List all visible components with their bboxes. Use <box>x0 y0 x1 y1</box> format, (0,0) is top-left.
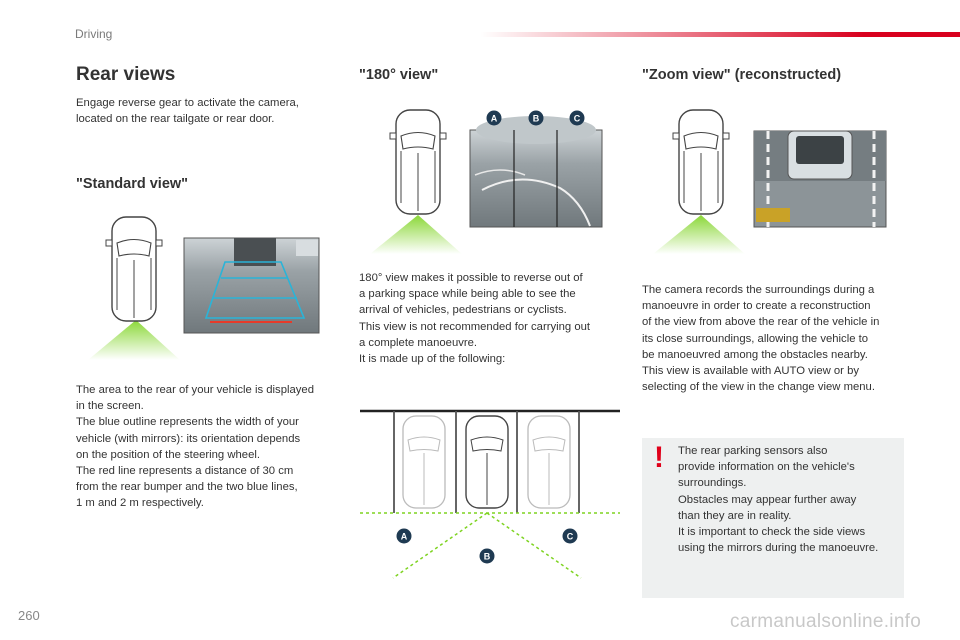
rear-views-intro: Engage reverse gear to activate the camera, located on the rear tailgate or rear door. <box>76 97 299 126</box>
svg-text:A: A <box>400 531 408 542</box>
camera-screen-zoom <box>754 131 886 227</box>
footer-watermark: carmanualsonline.info <box>730 611 922 632</box>
svg-text:A: A <box>490 113 498 124</box>
page-title: Rear views <box>76 64 176 85</box>
svg-text:B: B <box>532 113 540 124</box>
view-180-description: 180° view makes it possible to reverse out of a parking space while being able to see the arrival of vehicles, pedestrians or cyclists. This view is not recommended for carrying out a complete manoeuvre. It is made up of the following: <box>359 272 591 366</box>
page-number: 260 <box>18 608 40 623</box>
section-header: Driving <box>75 27 113 41</box>
zoom-view-heading: "Zoom view" (reconstructed) <box>642 67 842 83</box>
van-top-view-icon <box>673 110 729 214</box>
standard-view-heading: "Standard view" <box>76 176 189 192</box>
svg-text:C: C <box>566 531 574 542</box>
svg-text:B: B <box>483 551 491 562</box>
warning-icon: ! <box>654 441 664 474</box>
standard-view-description: The area to the rear of your vehicle is displayed in the screen. The blue outline represents the width of your vehicle (with mirrors): its orientation depends on the position of the steering wheel. The red line represents a distance of 30 cm from the rear bumper and the two blue lines, 1 m and 2 m respectively. <box>76 384 314 510</box>
svg-text:C: C <box>573 113 581 124</box>
detection-zone <box>653 215 745 254</box>
warning-text: The rear parking sensors also provide information on the vehicle's surroundings. Obstacles may appear further away than they are in reality. It is important to check the side views using the mirrors during the manoeuvre. <box>678 445 879 555</box>
view-180-heading: "180° view" <box>359 67 439 83</box>
zoom-view-description: The camera records the surroundings during a manoeuvre in order to create a reconstruction of the view from above the rear of the vehicle in its close surroundings, allowing the vehicle to be manoeuvred among the obstacles nearby. This view is available with AUTO view or by selecting of the view in the change view menu. <box>642 284 880 394</box>
